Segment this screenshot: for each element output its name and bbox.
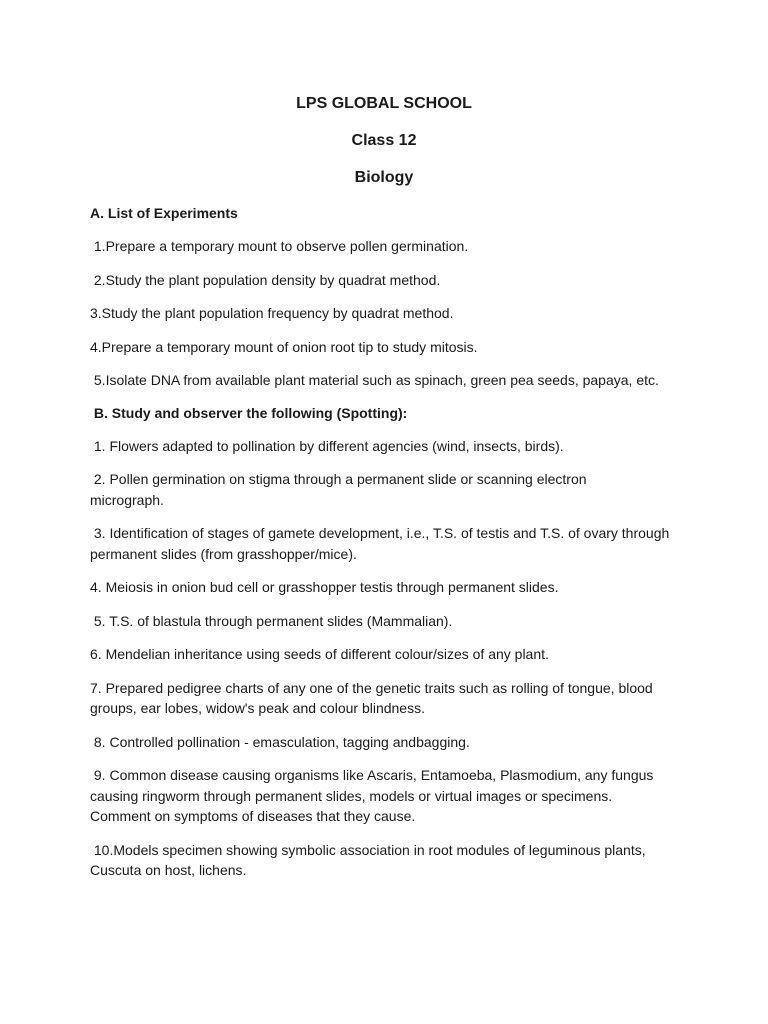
document-body <box>90 203 690 881</box>
spotting-item: 9. Common disease causing organisms like Ascaris, Entamoeba, Plasmodium, any fungus causing ringworm through permanent slides, models or virtual images or specimens. Comment on symptoms of diseases that they cause. <box>90 767 658 824</box>
spotting-item: 4. Meiosis in onion bud cell or grasshopper testis through permanent slides. <box>90 579 559 595</box>
experiment-item: 5.Isolate DNA from available plant material such as spinach, green pea seeds, papaya, etc. <box>90 372 659 388</box>
experiment-item: 1.Prepare a temporary mount to observe pollen germination. <box>90 238 469 254</box>
subject-title: Biology <box>354 169 414 186</box>
experiment-item: 3.Study the plant population frequency by quadrat method. <box>90 305 454 321</box>
spotting-item: 7. Prepared pedigree charts of any one of the genetic traits such as rolling of tongue, blood groups, ear lobes, widow's peak and colour blindness. <box>90 679 653 716</box>
class-title: Class 12 <box>351 132 417 149</box>
section-a-heading: A. List of Experiments <box>90 205 238 221</box>
spotting-item: 10.Models specimen showing symbolic association in root modules of leguminous plants, Cuscuta on host, lichens. <box>90 841 650 878</box>
spotting-item: 5. T.S. of blastula through permanent slides (Mammalian). <box>90 612 453 629</box>
school-name: LPS GLOBAL SCHOOL <box>296 95 472 112</box>
spotting-item: 1. Flowers adapted to pollination by different agencies (wind, insects, birds). <box>90 437 564 454</box>
experiment-item: 4.Prepare a temporary mount of onion root tip to study mitosis. <box>90 338 478 355</box>
spotting-item: 2. Pollen germination on stigma through a permanent slide or scanning electron micrograph. <box>90 471 591 508</box>
section-b-heading: B. Study and observer the following (Spotting): <box>90 404 408 421</box>
spotting-item: 6. Mendelian inheritance using seeds of different colour/sizes of any plant. <box>90 646 549 662</box>
spotting-item: 3. Identification of stages of gamete development, i.e., T.S. of testis and T.S. of ovary through permanent slides (from grasshopper/mice). <box>90 525 674 562</box>
spotting-item: 8. Controlled pollination - emasculation, tagging andbagging. <box>90 733 470 750</box>
experiment-item: 2.Study the plant population density by quadrat method. <box>90 271 441 288</box>
